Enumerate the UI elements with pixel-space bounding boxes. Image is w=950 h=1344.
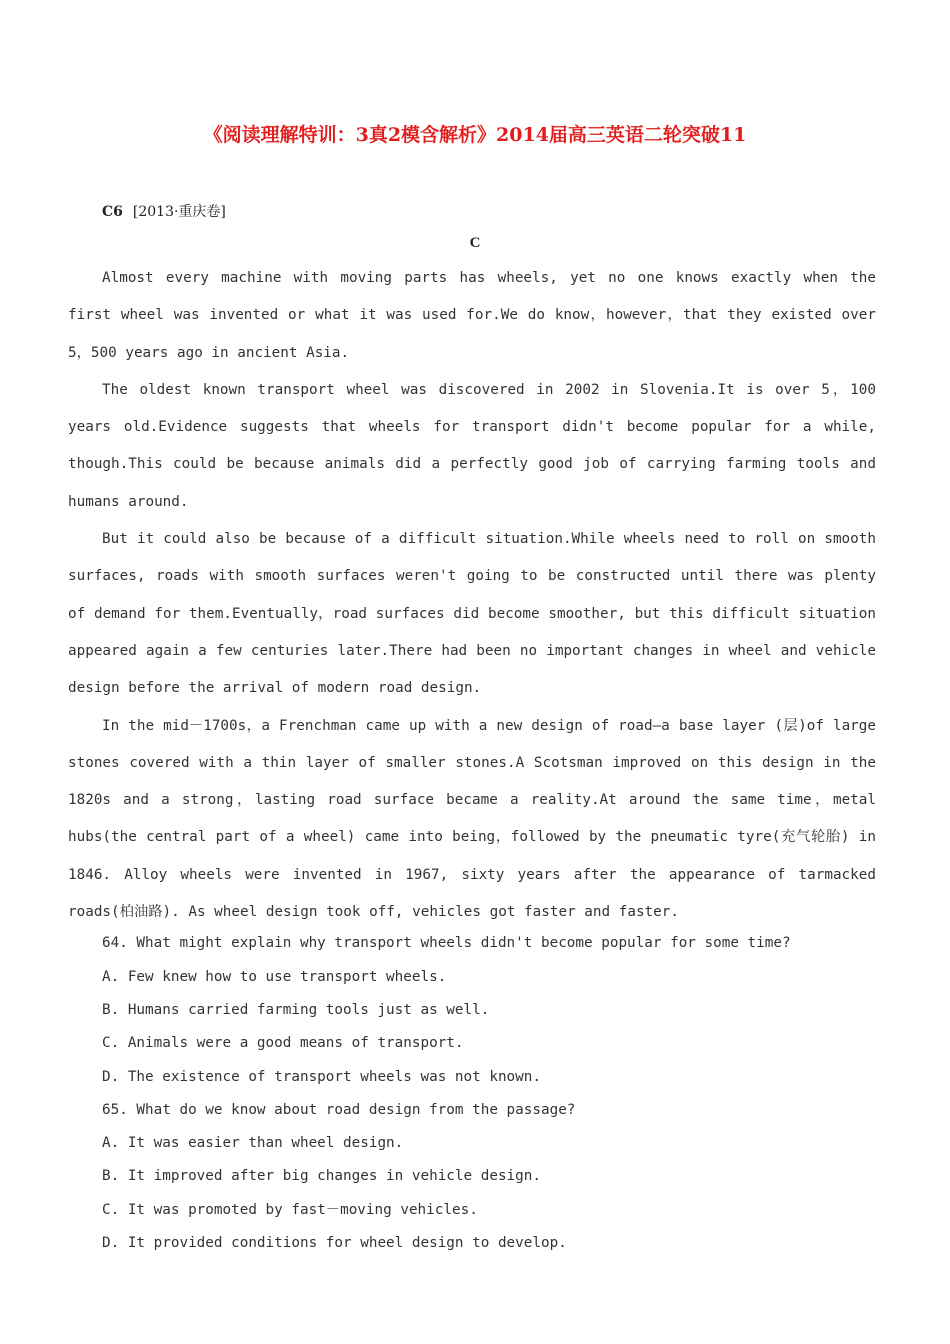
source-line bbox=[102, 201, 226, 221]
section-letter: C bbox=[469, 235, 481, 251]
questions-block bbox=[68, 927, 876, 1260]
paragraph: Almost every machine with moving parts has wheels, yet no one knows exactly when the first wheel was invented or what it was used for.We do know，however，that they existed over 5，500 years ago in ancient Asia. bbox=[68, 270, 876, 361]
question-tag: C6 bbox=[102, 204, 123, 220]
question-65-stem: 65. What do we know about road design from the passage? bbox=[102, 1101, 576, 1118]
question-64-option-b: B. Humans carried farming tools just as well. bbox=[102, 1001, 490, 1018]
paragraph: The oldest known transport wheel was discovered in 2002 in Slovenia.It is over 5，100 years old.Evidence suggests that wheels for transport didn't become popular for a while, though.This could be because animals did a perfectly good job of carrying farming tools and humans around. bbox=[68, 381, 876, 510]
question-64-option-c: C. Animals were a good means of transport. bbox=[102, 1035, 464, 1052]
source-label: [2013·重庆卷] bbox=[132, 204, 226, 220]
document-title: 《阅读理解特训：3真2模含解析》2014届高三英语二轮突破11 bbox=[203, 124, 747, 146]
passage-body bbox=[68, 260, 876, 1260]
question-64-stem: 64. What might explain why transport wheels didn't become popular for some time? bbox=[102, 935, 791, 952]
question-64-option-a: A. Few knew how to use transport wheels. bbox=[102, 968, 447, 985]
question-65-option-c: C. It was promoted by fast－moving vehicles. bbox=[102, 1201, 478, 1218]
paragraph: But it could also be because of a difficult situation.While wheels need to roll on smooth surfaces, roads with smooth surfaces weren't going to be constructed until there was plenty of demand for them.Eventually，road surfaces did become smoother, but this difficult situation appeared again a few centuries later.There had been no important changes in wheel and vehicle design before the arrival of modern road design. bbox=[68, 531, 876, 697]
question-64-option-d: D. The existence of transport wheels was not known. bbox=[102, 1068, 541, 1085]
question-65-option-a: A. It was easier than wheel design. bbox=[102, 1135, 404, 1152]
question-65-option-b: B. It improved after big changes in vehicle design. bbox=[102, 1168, 541, 1185]
question-65-option-d: D. It provided conditions for wheel design to develop. bbox=[102, 1235, 567, 1252]
paragraph: In the mid－1700s，a Frenchman came up with a new design of road—a base layer (层)of large stones covered with a thin layer of smaller stones.A Scotsman improved on this design in the 1820s and a strong，lasting road surface became a reality.At around the same time，metal hubs(the central part of a wheel) came into being，followed by the pneumatic tyre(充气轮胎) in 1846. Alloy wheels were invented in 1967, sixty years after the appearance of tarmacked roads(柏油路). As wheel design took off, vehicles got faster and faster. bbox=[68, 717, 876, 921]
